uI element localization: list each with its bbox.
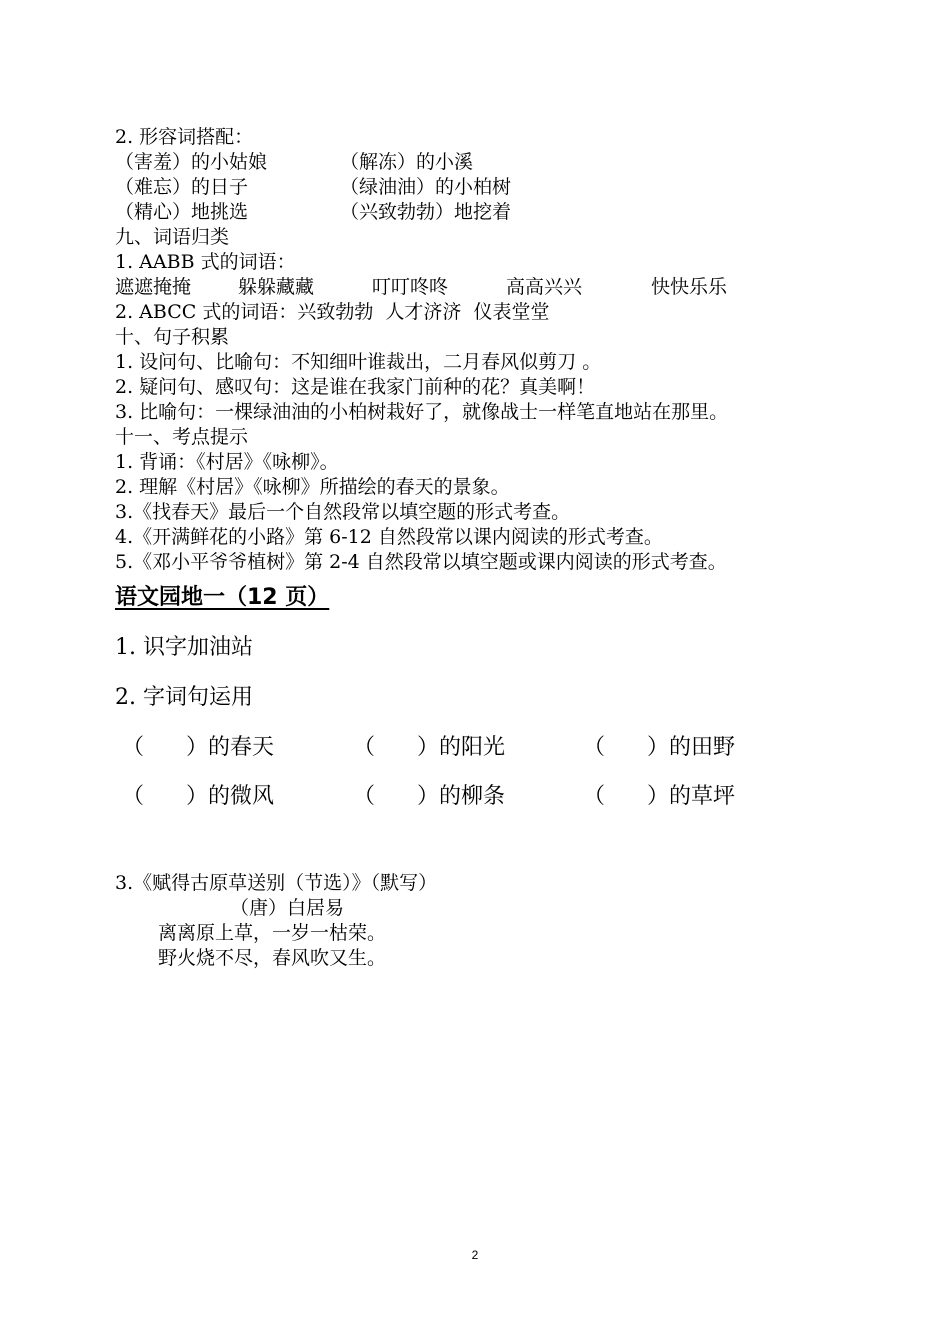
adj-heading: 2. 形容词搭配： bbox=[115, 126, 254, 148]
aabb-word: 高高兴兴 bbox=[506, 276, 583, 298]
poem-author: （唐）白居易 bbox=[230, 897, 345, 919]
tip-item: 1. 背诵：《村居》《咏柳》。 bbox=[115, 451, 339, 473]
classify-heading: 九、词语归类 bbox=[115, 226, 230, 248]
adj-phrase: （难忘）的日子 bbox=[115, 176, 249, 198]
fill-blank-phrase: （ ）的微风 bbox=[122, 784, 274, 809]
sentence-item: 2. 疑问句、感叹句：这是谁在我家门前种的花？真美啊！ bbox=[115, 376, 596, 398]
adj-phrase: （精心）地挑选 bbox=[115, 201, 249, 223]
abcc-line: 2. ABCC 式的词语：兴致勃勃 人才济济 仪表堂堂 bbox=[115, 301, 550, 323]
page-number: 2 bbox=[471, 1248, 479, 1262]
aabb-word: 快快乐乐 bbox=[651, 276, 728, 298]
aabb-label: 1. AABB 式的词语： bbox=[115, 251, 296, 273]
word-usage-item: 2. 字词句运用 bbox=[115, 685, 253, 710]
tip-item: 3.《找春天》最后一个自然段常以填空题的形式考查。 bbox=[115, 501, 571, 523]
fill-blank-phrase: （ ）的草坪 bbox=[583, 784, 735, 809]
tip-item: 2. 理解《村居》《咏柳》所描绘的春天的景象。 bbox=[115, 476, 510, 498]
section-title: 语文园地一（12 页） bbox=[115, 585, 330, 610]
poem-line: 离离原上草，一岁一枯荣。 bbox=[158, 922, 387, 944]
sentence-item: 1. 设问句、比喻句：不知细叶谁裁出，二月春风似剪刀 。 bbox=[115, 351, 602, 373]
aabb-word: 遮遮掩掩 bbox=[115, 276, 192, 298]
tip-item: 4.《开满鲜花的小路》第 6-12 自然段常以课内阅读的形式考查。 bbox=[115, 526, 663, 548]
adj-phrase: （解冻）的小溪 bbox=[340, 151, 474, 173]
poem-heading: 3.《赋得古原草送别（节选）》（默写） bbox=[115, 872, 438, 894]
adj-phrase: （害羞）的小姑娘 bbox=[115, 151, 268, 173]
fill-blank-phrase: （ ）的田野 bbox=[583, 735, 735, 760]
adj-phrase: （兴致勃勃）地挖着 bbox=[340, 201, 512, 223]
fill-blank-phrase: （ ）的阳光 bbox=[353, 735, 505, 760]
tip-item: 5.《邓小平爷爷植树》第 2-4 自然段常以填空题或课内阅读的形式考查。 bbox=[115, 551, 727, 573]
sentence-item: 3. 比喻句：一棵绿油油的小柏树栽好了，就像战士一样笔直地站在那里。 bbox=[115, 401, 729, 423]
poem-line: 野火烧不尽，春风吹又生。 bbox=[158, 947, 387, 969]
aabb-word: 躲躲藏藏 bbox=[238, 276, 315, 298]
literacy-item: 1. 识字加油站 bbox=[115, 635, 253, 660]
adj-phrase: （绿油油）的小柏树 bbox=[340, 176, 512, 198]
fill-blank-phrase: （ ）的春天 bbox=[122, 735, 274, 760]
aabb-word: 叮叮咚咚 bbox=[372, 276, 449, 298]
fill-blank-phrase: （ ）的柳条 bbox=[353, 784, 505, 809]
tips-heading: 十一、考点提示 bbox=[115, 426, 249, 448]
sentences-heading: 十、句子积累 bbox=[115, 326, 230, 348]
